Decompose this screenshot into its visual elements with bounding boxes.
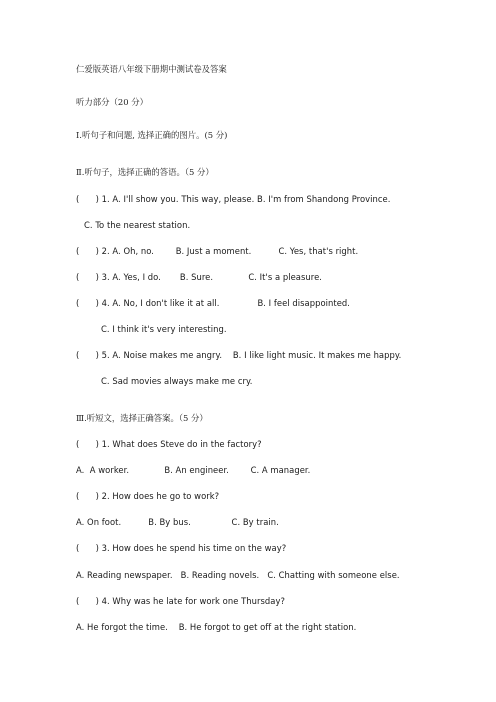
part3-question-3-options: A. Reading newspaper. B. Reading novels. C. Chatting with someone else.	[76, 570, 400, 580]
part3-question-3: ( ) 3. How does he spend his time on the way?	[76, 543, 287, 553]
part3-question-1-options: A. A worker. B. An engineer. C. A manager.	[76, 465, 311, 475]
part2-question-4-option-c: C. I think it's very interesting.	[101, 324, 227, 334]
part3-heading: Ⅲ.听短文，选择正确答案。（5 分）	[76, 413, 208, 423]
part3-question-2-options: A. On foot. B. By bus. C. By train.	[76, 517, 279, 527]
part2-question-4: ( ) 4. A. No, I don't like it at all. B. I feel disappointed.	[76, 298, 350, 308]
part2-question-1-option-c: C. To the nearest station.	[84, 220, 191, 230]
part3-question-4: ( ) 4. Why was he late for work one Thursday?	[76, 596, 285, 606]
part3-question-2: ( ) 2. How does he go to work?	[76, 491, 220, 501]
section-listening-heading: 听力部分（20 分）	[76, 97, 148, 107]
part2-question-2: ( ) 2. A. Oh, no. B. Just a moment. C. Yes, that's right.	[76, 246, 359, 256]
part2-question-5: ( ) 5. A. Noise makes me angry. B. I like light music. It makes me happy.	[76, 350, 402, 360]
part1-heading: Ⅰ.听句子和问题, 选择正确的图片。(5 分)	[76, 130, 228, 140]
part2-question-5-option-c: C. Sad movies always make me cry.	[101, 376, 253, 386]
part2-question-3: ( ) 3. A. Yes, I do. B. Sure. C. It's a pleasure.	[76, 272, 322, 282]
document-title: 仁爱版英语八年级下册期中测试卷及答案	[76, 64, 227, 74]
part3-question-4-options: A. He forgot the time. B. He forgot to get off at the right station.	[76, 622, 357, 632]
part3-question-1: ( ) 1. What does Steve do in the factory?	[76, 439, 262, 449]
part2-question-1: ( ) 1. A. I'll show you. This way, please. B. I'm from Shandong Province.	[76, 194, 391, 204]
part2-heading: Ⅱ.听句子，选择正确的答语。（5 分）	[76, 167, 214, 177]
